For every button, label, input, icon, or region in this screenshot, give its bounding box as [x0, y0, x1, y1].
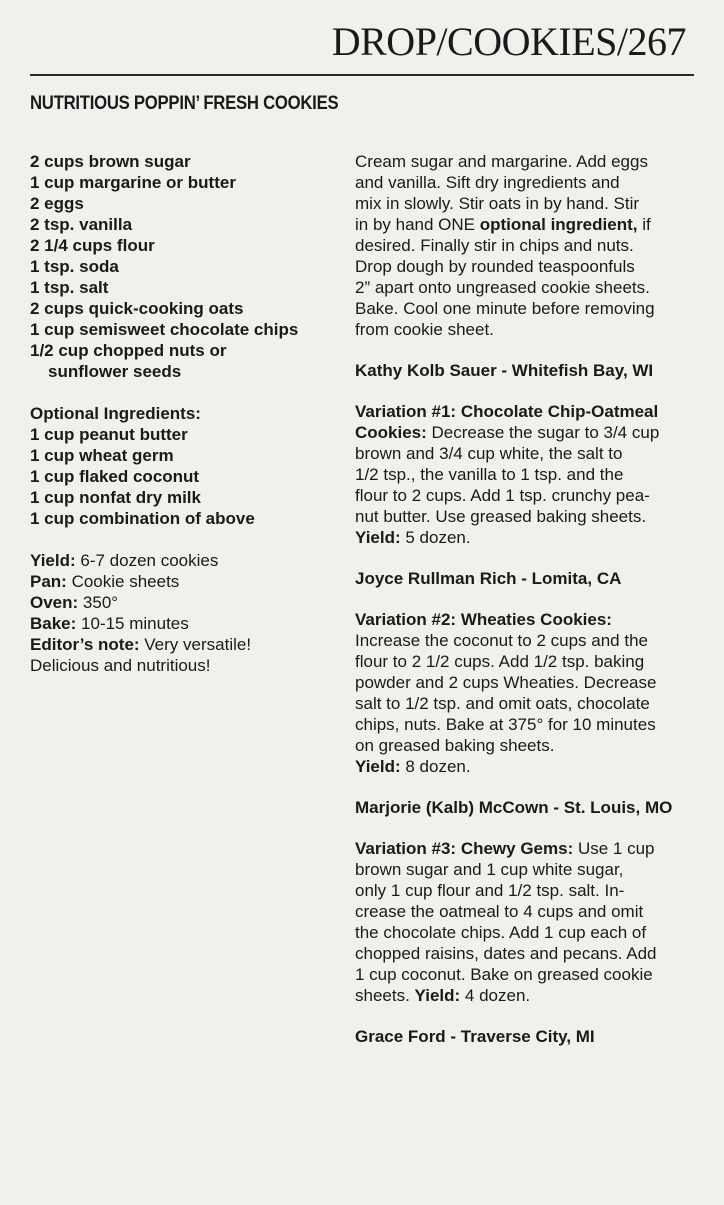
variation-2-author: Marjorie (Kalb) McCown - St. Louis, MO — [355, 798, 673, 817]
ingredient-item: 2 eggs — [30, 194, 84, 213]
ingredient-item: 1 cup margarine or butter — [30, 173, 236, 192]
header-divider — [30, 74, 694, 76]
recipe-title: NUTRITIOUS POPPIN’ FRESH COOKIES — [30, 93, 339, 114]
variation-2: Variation #2: Wheaties Cookies: Increase the coconut to 2 cups and the flour to 2 1/2 cups. Add 1/2 tsp. baking powder and 2 cups Wheaties. Decrease salt to 1/2 tsp. and omit oats, chocolate chips, nuts. Bake at 375° for 10 minutes on greased baking sheets. Yield: 8 dozen. — [355, 610, 657, 776]
yield-detail: Yield: 6-7 dozen cookies — [30, 551, 219, 570]
optional-item: 1 cup peanut butter — [30, 425, 188, 444]
ingredient-item: 1 tsp. soda — [30, 257, 119, 276]
optional-item: 1 cup wheat germ — [30, 446, 174, 465]
optional-item: 1 cup nonfat dry milk — [30, 488, 201, 507]
pan-detail: Pan: Cookie sheets — [30, 572, 180, 591]
ingredient-item: 2 cups quick-cooking oats — [30, 299, 244, 318]
oven-detail: Oven: 350° — [30, 593, 119, 612]
ingredient-item: 1/2 cup chopped nuts or — [30, 341, 227, 360]
ingredient-item: 2 tsp. vanilla — [30, 215, 133, 234]
ingredients-list — [30, 151, 330, 382]
recipe-author: Kathy Kolb Sauer - Whitefish Bay, WI — [355, 361, 654, 380]
editor-note: Editor’s note: Very versatile! — [30, 635, 252, 654]
page-header-title: DROP/COOKIES/267 — [331, 19, 686, 64]
recipe-details — [30, 550, 330, 676]
variation-3-author: Grace Ford - Traverse City, MI — [355, 1027, 595, 1046]
ingredient-item: 1 tsp. salt — [30, 278, 109, 297]
ingredient-item: 2 1/4 cups flour — [30, 236, 155, 255]
variation-1-author: Joyce Rullman Rich - Lomita, CA — [355, 569, 622, 588]
variation-3: Variation #3: Chewy Gems: Use 1 cup brown sugar and 1 cup white sugar, only 1 cup flour and 1/2 tsp. salt. In- crease the oatmeal to 4 cups and omit the chocolate chips. Add 1 cup each of chopped raisins, dates and pecans. Add 1 cup coconut. Bake on greased cookie sheets. Yield: 4 dozen. — [355, 839, 657, 1005]
directions-text: Cream sugar and margarine. Add eggs and vanilla. Sift dry ingredients and mix in slowly. Stir oats in by hand. Stir in by hand ONE optional ingredient, if desired. Finally stir in chips and nuts. Drop dough by rounded teaspoonfuls 2” apart onto ungreased cookie sheets. Bake. Cool one minute before removing from cookie sheet. — [355, 152, 655, 339]
ingredients-column — [30, 151, 330, 676]
bake-detail: Bake: 10-15 minutes — [30, 614, 189, 633]
editor-note-cont: Delicious and nutritious! — [30, 656, 211, 675]
ingredient-item: 2 cups brown sugar — [30, 152, 191, 171]
ingredient-item: 1 cup semisweet chocolate chips — [30, 320, 299, 339]
optional-heading: Optional Ingredients: — [30, 404, 201, 423]
variation-1: Variation #1: Chocolate Chip-Oatmeal Cookies: Decrease the sugar to 3/4 cup brown and 3/4 cup white, the salt to 1/2 tsp., the vanilla to 1 tsp. and the flour to 2 cups. Add 1 tsp. crunchy pea- nut butter. Use greased baking sheets. Yield: 5 dozen. — [355, 402, 660, 547]
optional-ingredients-list — [30, 403, 330, 529]
optional-item: 1 cup combination of above — [30, 509, 255, 528]
ingredient-item: sunflower seeds — [48, 362, 182, 381]
directions-column — [355, 151, 695, 1067]
optional-item: 1 cup flaked coconut — [30, 467, 200, 486]
